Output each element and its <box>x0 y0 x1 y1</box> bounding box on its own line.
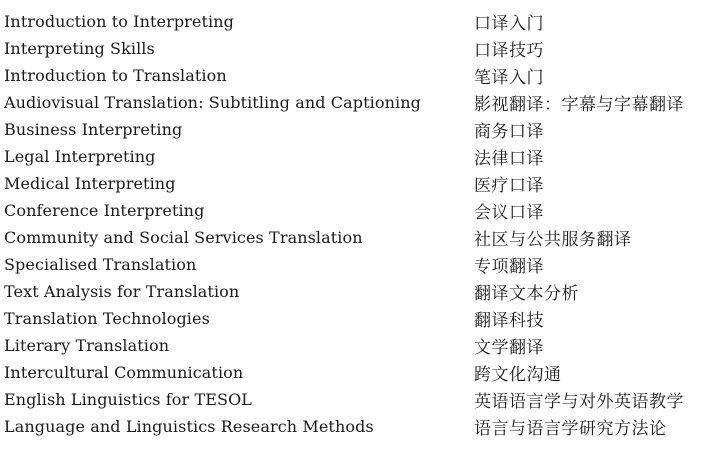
course-name-chinese: 商务口译 <box>474 122 544 142</box>
course-row <box>4 332 715 359</box>
course-name-english: Translation Technologies <box>4 309 210 328</box>
course-name-english: Language and Linguistics Research Methods <box>4 417 374 436</box>
course-name-english: Business Interpreting <box>4 120 183 139</box>
course-name-english: Intercultural Communication <box>4 363 244 382</box>
course-name-chinese: 翻译文本分析 <box>474 284 579 304</box>
course-name-english: Introduction to Translation <box>4 66 227 85</box>
course-name-english: Audiovisual Translation: Subtitling and Captioning <box>4 93 421 112</box>
course-row <box>4 413 715 440</box>
course-row <box>4 278 715 305</box>
course-name-chinese: 跨文化沟通 <box>474 365 562 385</box>
course-row <box>4 305 715 332</box>
course-row <box>4 8 715 35</box>
course-row <box>4 170 715 197</box>
course-list <box>4 8 715 440</box>
course-name-chinese: 文学翻译 <box>474 338 544 358</box>
course-name-english: Specialised Translation <box>4 255 197 274</box>
course-name-english: English Linguistics for TESOL <box>4 390 253 409</box>
course-name-chinese: 口译技巧 <box>474 41 544 61</box>
course-name-english: Interpreting Skills <box>4 39 155 58</box>
course-row <box>4 35 715 62</box>
course-name-chinese: 医疗口译 <box>474 176 544 196</box>
course-name-chinese: 口译入门 <box>474 14 544 34</box>
course-row <box>4 251 715 278</box>
course-row <box>4 89 715 116</box>
course-row <box>4 359 715 386</box>
course-name-chinese: 专项翻译 <box>474 257 544 277</box>
course-name-english: Community and Social Services Translation <box>4 228 363 247</box>
course-name-english: Text Analysis for Translation <box>4 282 240 301</box>
course-name-english: Legal Interpreting <box>4 147 156 166</box>
course-name-chinese: 语言与语言学研究方法论 <box>474 419 667 439</box>
course-name-english: Introduction to Interpreting <box>4 12 234 31</box>
course-name-chinese: 社区与公共服务翻译 <box>474 230 632 250</box>
course-name-chinese: 会议口译 <box>474 203 544 223</box>
course-row <box>4 197 715 224</box>
course-name-chinese: 影视翻译：字幕与字幕翻译 <box>474 95 684 115</box>
course-name-english: Medical Interpreting <box>4 174 176 193</box>
course-name-chinese: 法律口译 <box>474 149 544 169</box>
course-row <box>4 116 715 143</box>
course-row <box>4 224 715 251</box>
course-name-english: Conference Interpreting <box>4 201 205 220</box>
course-name-chinese: 英语语言学与对外英语教学 <box>474 392 684 412</box>
course-name-english: Literary Translation <box>4 336 170 355</box>
course-name-chinese: 笔译入门 <box>474 68 544 88</box>
course-row <box>4 386 715 413</box>
course-name-chinese: 翻译科技 <box>474 311 544 331</box>
course-row <box>4 62 715 89</box>
course-row <box>4 143 715 170</box>
